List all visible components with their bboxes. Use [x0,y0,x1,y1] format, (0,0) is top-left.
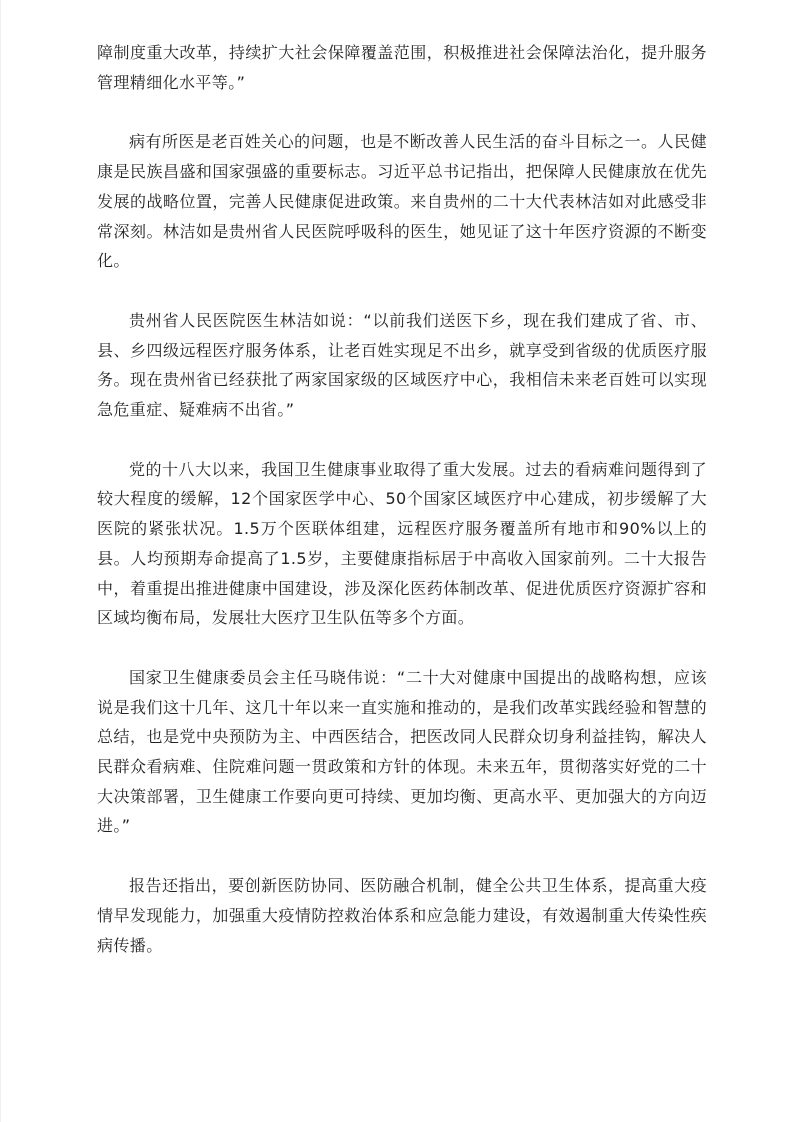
paragraph-public-health-system: 报告还指出，要创新医防协同、医防融合机制，健全公共卫生体系，提高重大疫情早发现能力，加强重大疫情防控救治体系和应急能力建设，有效遏制重大传染性疾病传播。 [97,876,707,955]
paragraph-continued: 障制度重大改革，持续扩大社会保障覆盖范围，积极推进社会保障法治化，提升服务管理精细化水平等。” [97,43,707,92]
article-body [97,38,707,990]
paragraph-lin-jieru-quote: 贵州省人民医院医生林洁如说：“以前我们送医下乡，现在我们建成了省、市、县、乡四级远程医疗服务体系，让老百姓实现足不出乡，就享受到省级的优质医疗服务。现在贵州省已经获批了两家国家级的区域医疗中心，我相信未来老百姓可以实现急危重症、疑难病不出省。” [97,310,707,420]
paragraph-healthcare-intro: 病有所医是老百姓关心的问题，也是不断改善人民生活的奋斗目标之一。人民健康是民族昌盛和国家强盛的重要标志。习近平总书记指出，把保障人民健康放在优先发展的战略位置，完善人民健康促进政策。来自贵州的二十大代表林洁如对此感受非常深刻。林洁如是贵州省人民医院呼吸科的医生，她见证了这十年医疗资源的不断变化。 [97,132,707,271]
paragraph-health-achievements: 党的十八大以来，我国卫生健康事业取得了重大发展。过去的看病难问题得到了较大程度的缓解，12个国家医学中心、50个国家区域医疗中心建成，初步缓解了大医院的紧张状况。1.5万个医联体组建，远程医疗服务覆盖所有地市和90%以上的县。人均预期寿命提高了1.5岁，主要健康指标居于中高收入国家前列。二十大报告中，着重提出推进健康中国建设，涉及深化医药体制改革、促进优质医疗资源扩容和区域均衡布局，发展壮大医疗卫生队伍等多个方面。 [97,459,707,628]
paragraph-ma-xiaowei-quote: 国家卫生健康委员会主任马晓伟说：“二十大对健康中国提出的战略构想，应该说是我们这十几年、这几十年以来一直实施和推动的，是我们改革实践经验和智慧的总结，也是党中央预防为主、中西医结合，把医改同人民群众切身利益挂钩，解决人民群众看病难、住院难问题一贯政策和方针的体现。未来五年，贯彻落实好党的二十大决策部署，卫生健康工作要向更可持续、更加均衡、更高水平、更加强大的方向迈进。” [97,667,707,836]
